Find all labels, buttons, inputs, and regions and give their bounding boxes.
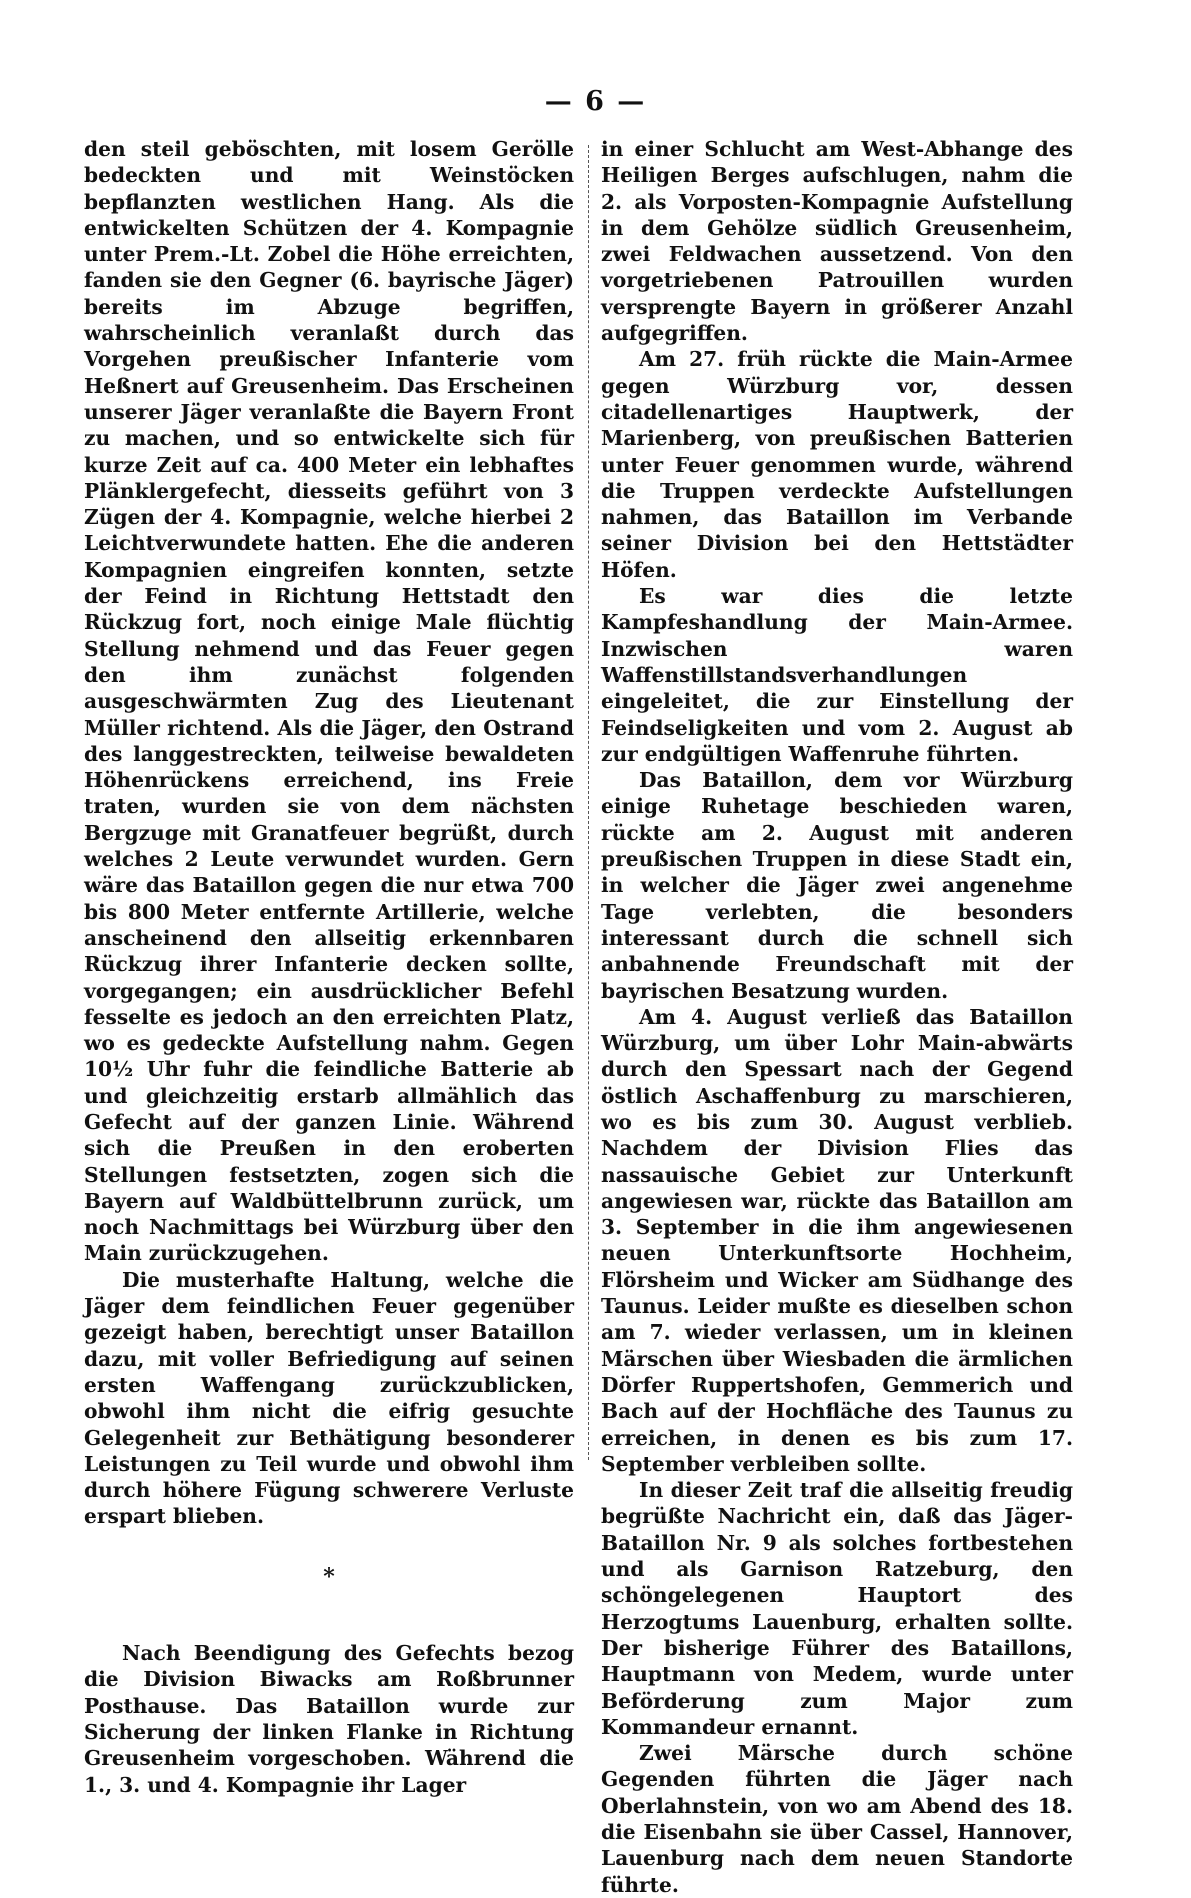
- paragraph: den steil geböschten, mit losem Gerölle bedeckten und mit Weinstöcken bepflanzten westlichen Hang. Als die entwickelten Schützen der 4. Kompagnie unter Prem.-Lt. Zobel die Höhe erreichten, fanden sie den Gegner (6. bayrische Jäger) bereits im Abzuge begriffen, wahrscheinlich veranlaßt durch das Vorgehen preußischer Infanterie vom Heßnert auf Greusenheim. Das Erscheinen unserer Jäger veranlaßte die Bayern Front zu machen, und so entwickelte sich für kurze Zeit auf ca. 400 Meter ein lebhaftes Plänklergefecht, diesseits geführt von 3 Zügen der 4. Kompagnie, welche hierbei 2 Leichtverwundete hatten. Ehe die anderen Kompagnien eingreifen konnten, setzte der Feind in Richtung Hettstadt den Rückzug fort, noch einige Male flüchtig Stellung nehmend und das Feuer gegen den ihm zunächst folgenden ausgeschwärmten Zug des Lieutenant Müller richtend. Als die Jäger, den Ostrand des langgestreckten, teilweise bewaldeten Höhenrückens erreichend, ins Freie traten, wurden sie von dem nächsten Bergzuge mit Granatfeuer begrüßt, durch welches 2 Leute verwundet wurden. Gern wäre das Bataillon gegen die nur etwa 700 bis 800 Meter entfernte Artillerie, welche anscheinend den allseitig erkennbaren Rückzug ihrer Infanterie decken sollte, vorgegangen; ein ausdrücklicher Befehl fesselte es jedoch an den erreichten Platz, wo es gedeckte Aufstellung nahm. Gegen 10½ Uhr fuhr die feindliche Batterie ab und gleichzeitig erstarb allmählich das Gefecht auf der ganzen Linie. Während sich die Preußen in den eroberten Stellungen festsetzten, zogen sich die Bayern auf Waldbüttelbrunn zurück, um noch Nachmittags bei Würzburg über den Main zurückzugehen.: [84, 137, 574, 1266]
- paragraph: Die musterhafte Haltung, welche die Jäger dem feindlichen Feuer gegenüber gezeigt haben, berechtigt unser Bataillon dazu, mit voller Befriedigung auf seinen ersten Waffengang zurückzublicken, obwohl ihm nicht die eifrig gesuchte Gelegenheit zur Bethätigung besonderer Leistungen zu Teil wurde und obwohl ihm durch höhere Fügung schwerere Verluste erspart blieben.: [84, 1267, 574, 1529]
- paragraph: Nach Beendigung des Gefechts bezog die Division Biwacks am Roßbrunner Posthause. Das Bataillon wurde zur Sicherung der linken Flanke in Richtung Greusenheim vorgeschoben. Während die 1., 3. und 4. Kompagnie ihr Lager: [84, 1641, 574, 1797]
- section-separator: *: [323, 1563, 335, 1590]
- paragraph: Am 27. früh rückte die Main-Armee gegen Würzburg vor, dessen citadellenartiges Hauptwerk, der Marienberg, von preußischen Batterien unter Feuer genommen wurde, während die Truppen verdeckte Aufstellungen nahmen, das Bataillon im Verbande seiner Division bei den Hettstädter Höfen.: [601, 347, 1073, 582]
- page-number: — 6 —: [544, 86, 647, 117]
- left-column: [84, 136, 574, 1798]
- paragraph: Es war dies die letzte Kampfeshandlung der Main-Armee. Inzwischen waren Waffenstillstandsverhandlungen eingeleitet, die zur Einstellung der Feindseligkeiten und vom 2. August ab zur endgültigen Waffenruhe führten.: [601, 584, 1073, 766]
- paragraph: Am 4. August verließ das Bataillon Würzburg, um über Lohr Main-abwärts durch den Spessart nach der Gegend östlich Aschaffenburg zu marschieren, wo es bis zum 30. August verblieb. Nachdem der Division Flies das nassauische Gebiet zur Unterkunft angewiesen war, rückte das Bataillon am 3. September in die ihm angewiesenen neuen Unterkunftsorte Hochheim, Flörsheim und Wicker am Südhange des Taunus. Leider mußte es dieselben schon am 7. wieder verlassen, um in kleinen Märschen über Wiesbaden die ärmlichen Dörfer Ruppertshofen, Gemmerich und Bach auf der Hochfläche des Taunus zu erreichen, in denen es bis zum 17. September verbleiben sollte.: [601, 1004, 1073, 1476]
- paragraph: Das Bataillon, dem vor Würzburg einige Ruhetage beschieden waren, rückte am 2. August mit anderen preußischen Truppen in diese Stadt ein, in welcher die Jäger zwei angenehme Tage verlebten, die besonders interessant durch die schnell sich anbahnende Freundschaft mit der bayrischen Besatzung wurden.: [601, 768, 1073, 1003]
- right-column: [601, 136, 1073, 1898]
- paragraph: In dieser Zeit traf die allseitig freudig begrüßte Nachricht ein, daß das Jäger-Bataillon Nr. 9 als solches fortbestehen und als Garnison Ratzeburg, den schöngelegenen Hauptort des Herzogtums Lauenburg, erhalten sollte. Der bisherige Führer des Bataillons, Hauptmann von Medem, wurde unter Beförderung zum Major zum Kommandeur ernannt.: [601, 1478, 1073, 1739]
- paragraph: Zwei Märsche durch schöne Gegenden führten die Jäger nach Oberlahnstein, von wo am Abend des 18. die Eisenbahn sie über Cassel, Hannover, Lauenburg nach dem neuen Standorte führte.: [601, 1741, 1073, 1897]
- paragraph: in einer Schlucht am West-Abhange des Heiligen Berges aufschlugen, nahm die 2. als Vorposten-Kompagnie Aufstellung in dem Gehölze südlich Greusenheim, zwei Feldwachen aussetzend. Von den vorgetriebenen Patrouillen wurden versprengte Bayern in größerer Anzahl aufgegriffen.: [601, 137, 1073, 346]
- column-divider: [588, 145, 589, 1460]
